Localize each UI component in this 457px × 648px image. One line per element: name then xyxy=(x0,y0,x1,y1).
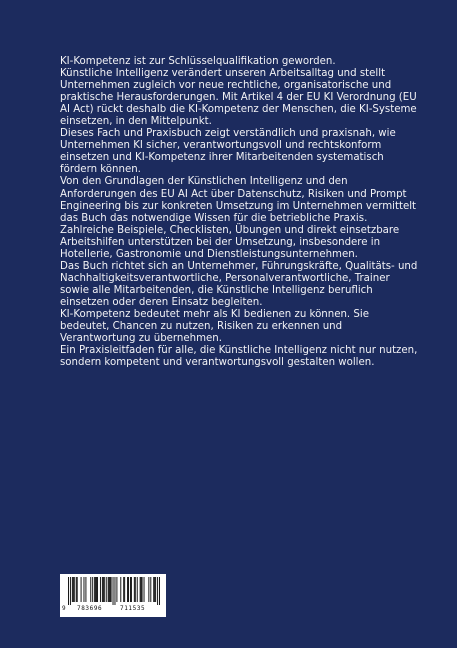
barcode-bar xyxy=(130,577,131,602)
barcode-bar xyxy=(150,577,151,602)
barcode-bar xyxy=(128,577,129,602)
barcode-left-group: 783696 xyxy=(77,605,103,612)
barcode-bar xyxy=(153,577,154,602)
barcode-bar xyxy=(90,577,91,602)
barcode-bars xyxy=(68,577,160,605)
isbn-barcode xyxy=(60,574,166,617)
barcode-bar xyxy=(72,577,73,602)
barcode-bar xyxy=(92,577,93,602)
barcode-bar xyxy=(104,577,105,602)
blurb-paragraph-4: Von den Grundlagen der Künstlichen Intelligenz und den Anforderungen des EU AI Act über Datenschutz, Risiken und Prompt Engineering bis zur konkreten Umsetzung im Unternehmen vermittelt das Buch das notwendige Wissen für die betriebliche Praxis. xyxy=(60,176,417,224)
barcode-bar xyxy=(100,577,101,602)
barcode-bar xyxy=(83,577,84,602)
barcode-bar xyxy=(70,577,71,605)
barcode-bar xyxy=(155,577,156,602)
barcode-bar xyxy=(106,577,107,602)
barcode-bar xyxy=(114,577,115,605)
barcode-bar xyxy=(116,577,117,602)
barcode-bar xyxy=(127,577,128,602)
barcode-bar xyxy=(144,577,145,602)
barcode-bar xyxy=(135,577,136,602)
barcode-bar xyxy=(74,577,75,602)
barcode-bar xyxy=(76,577,77,602)
blurb-paragraph-2: Künstliche Intelligenz verändert unseren Arbeitsalltag und stellt Unternehmen zugleich vor neue rechtliche, organisatorische und praktische Herausforderungen. Mit Artikel 4 der EU KI Verordnung (EU AI Act) rückt deshalb die KI-Kompetenz der Menschen, die KI-Systeme einsetzen, in den Mittelpunkt. xyxy=(60,68,417,128)
barcode-bar xyxy=(124,577,125,602)
barcode-bar xyxy=(157,577,158,605)
barcode-bar xyxy=(102,577,103,602)
barcode-bar xyxy=(159,577,160,605)
barcode-bar xyxy=(123,577,124,602)
barcode-first-digit: 9 xyxy=(62,605,66,612)
barcode-bar xyxy=(68,577,69,605)
barcode-bar xyxy=(110,577,111,602)
blurb-paragraph-1: KI-Kompetenz ist zur Schlüsselqualifikation geworden. xyxy=(60,56,336,67)
barcode-bar xyxy=(148,577,149,602)
blurb-paragraph-8: Ein Praxisleitfaden für alle, die Künstliche Intelligenz nicht nur nutzen, sondern kompetent und verantwortungsvoll gestalten wollen. xyxy=(60,345,418,369)
barcode-bar xyxy=(109,577,110,602)
barcode-bar xyxy=(154,577,155,602)
barcode-bar xyxy=(95,577,96,602)
barcode-bar xyxy=(111,577,112,602)
blurb-paragraph-5: Zahlreiche Beispiele, Checklisten, Übungen und direkt einsetzbare Arbeitshilfen unterstützen bei der Umsetzung, insbesondere in Hotellerie, Gastronomie und Dienstleistungsunternehmen. xyxy=(60,224,400,260)
barcode-bar xyxy=(73,577,74,602)
barcode-digits xyxy=(60,605,166,615)
barcode-bar xyxy=(137,577,138,602)
barcode-bar xyxy=(120,577,121,602)
blurb-paragraph-7: KI-Kompetenz bedeutet mehr als KI bedienen zu können. Sie bedeutet, Chancen zu nutzen, Risiken zu erkennen und Verantwortung zu übernehmen. xyxy=(60,308,369,345)
blurb-paragraph-3: Dieses Fach und Praxisbuch zeigt verständlich und praxisnah, wie Unternehmen KI sicher, verantwortungsvoll und rechtskonform einsetzen und KI-Kompetenz ihrer Mitarbeitenden systematisch fördern können. xyxy=(60,128,396,176)
barcode-bar xyxy=(113,577,114,605)
barcode-bar xyxy=(94,577,95,602)
barcode-right-group: 711535 xyxy=(120,605,146,612)
barcode-bar xyxy=(85,577,86,602)
barcode-bar xyxy=(141,577,142,602)
barcode-bar xyxy=(103,577,104,602)
barcode-bar xyxy=(134,577,135,602)
barcode-bar xyxy=(142,577,143,602)
barcode-bar xyxy=(81,577,82,602)
barcode-bar xyxy=(108,577,109,602)
barcode-bar xyxy=(96,577,97,602)
barcode-bar xyxy=(97,577,98,602)
barcode-bar xyxy=(77,577,78,602)
blurb-text xyxy=(60,56,420,369)
barcode-bar xyxy=(140,577,141,602)
blurb-paragraph-6: Das Buch richtet sich an Unternehmer, Führungskräfte, Qualitäts- und Nachhaltigkeitsverantwortliche, Personalverantwortliche, Trainer sowie alle Mitarbeitenden, die Künstliche Intelligenz beruflich einsetzen oder deren Einsatz begleiten. xyxy=(60,260,418,308)
barcode-bar xyxy=(131,577,132,602)
